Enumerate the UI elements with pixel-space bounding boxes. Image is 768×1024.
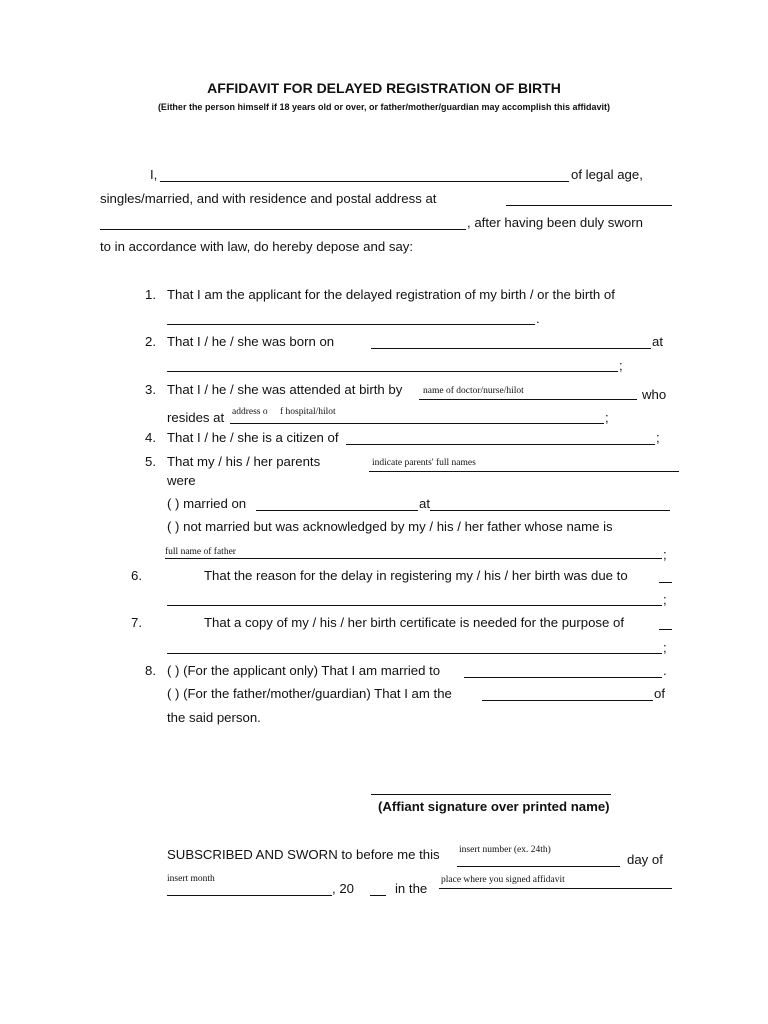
residence-text: singles/married, and with residence and postal address at (100, 191, 437, 206)
attendant-field[interactable] (419, 399, 637, 400)
item-3-semicolon: ; (605, 410, 609, 425)
item-3-number: 3. (145, 382, 156, 397)
father-name-hint: full name of father (165, 547, 236, 557)
item-6-semicolon: ; (663, 592, 667, 607)
item-3-text: That I / he / she was attended at birth by (167, 382, 403, 397)
relationship-field[interactable] (482, 700, 653, 701)
affiant-name-field[interactable] (160, 181, 569, 182)
item-8-period: . (663, 663, 667, 678)
place-hint: place where you signed affidavit (441, 875, 565, 885)
page-title: AFFIDAVIT FOR DELAYED REGISTRATION OF BIRTH (207, 80, 561, 96)
purpose-field-2[interactable] (167, 653, 662, 654)
legal-age-text: of legal age, (571, 167, 643, 182)
item-4-semicolon: ; (656, 430, 660, 445)
item-4-text: That I / he / she is a citizen of (167, 430, 339, 445)
applicant-option: ( ) (For the applicant only) That I am married to (167, 663, 441, 678)
delay-reason-field-2[interactable] (167, 605, 662, 606)
item-6-number: 6. (131, 568, 142, 583)
parents-hint: indicate parents' full names (372, 458, 476, 468)
item-2-number: 2. (145, 334, 156, 349)
address-hint-a: address o (232, 407, 268, 417)
day-of-text: day of (627, 852, 663, 867)
item-5-semicolon: ; (663, 547, 667, 562)
signature-line[interactable] (371, 794, 611, 795)
said-person-text: the said person. (167, 710, 261, 725)
page-subtitle: (Either the person himself if 18 years old or over, or father/mother/guardian may accomplish this affidavit) (157, 102, 611, 112)
citizenship-field[interactable] (346, 444, 655, 445)
spouse-field[interactable] (464, 677, 662, 678)
delay-reason-field-1[interactable] (659, 582, 672, 583)
day-number-field[interactable] (457, 866, 620, 867)
attendant-hint: name of doctor/nurse/hilot (423, 386, 524, 396)
item-7-semicolon: ; (663, 640, 667, 655)
item-3-resides: resides at (167, 410, 225, 425)
item-1-number: 1. (145, 287, 156, 302)
item-5-text: That my / his / her parents (167, 454, 321, 469)
item-2-at: at (652, 334, 663, 349)
item-8-number: 8. (145, 663, 156, 678)
not-married-option: ( ) not married but was acknowledged by my / his / her father whose name is (167, 519, 613, 534)
item-6-text: That the reason for the delay in registering my / his / her birth was due to (204, 568, 628, 583)
father-name-field[interactable] (165, 558, 662, 559)
item-2-semicolon: ; (619, 358, 623, 373)
birth-of-field[interactable] (167, 324, 535, 325)
item-1-text: That I am the applicant for the delayed registration of my birth / or the birth of (167, 287, 615, 302)
item-5-were: were (167, 473, 196, 488)
address-field-1[interactable] (506, 205, 672, 206)
parents-field[interactable] (369, 471, 679, 472)
parent-option: ( ) (For the father/mother/guardian) That I am the (167, 686, 452, 701)
item-7-number: 7. (131, 615, 142, 630)
item-7-text: That a copy of my / his / her birth certificate is needed for the purpose of (204, 615, 625, 630)
married-option: ( ) married on (167, 496, 247, 511)
month-field[interactable] (167, 895, 332, 896)
item-8-of: of (654, 686, 665, 701)
item-5-number: 5. (145, 454, 156, 469)
month-hint: insert month (167, 874, 215, 884)
jurat-text: SUBSCRIBED AND SWORN to before me this (167, 847, 440, 862)
depose-text: to in accordance with law, do hereby depose and say: (100, 239, 414, 254)
item-1-period: . (536, 311, 540, 326)
marriage-place-field[interactable] (430, 510, 670, 511)
birth-date-field[interactable] (371, 348, 651, 349)
address-field-2[interactable] (100, 229, 466, 230)
day-number-hint: insert number (ex. 24th) (459, 845, 551, 855)
item-3-who: who (642, 387, 667, 402)
item-2-text: That I / he / she was born on (167, 334, 335, 349)
place-field[interactable] (439, 888, 672, 889)
year-prefix: , 20 (332, 881, 354, 896)
sworn-text: , after having been duly sworn (467, 215, 643, 230)
address-hint-b: f hospital/hilot (280, 407, 336, 417)
marriage-date-field[interactable] (256, 510, 418, 511)
year-field[interactable] (370, 895, 386, 896)
in-the-text: in the (395, 881, 428, 896)
signature-label: (Affiant signature over printed name) (378, 799, 610, 814)
purpose-field-1[interactable] (659, 629, 672, 630)
married-at: at (419, 496, 430, 511)
attendant-address-field[interactable] (230, 423, 604, 424)
i-label: I, (150, 167, 158, 182)
item-4-number: 4. (145, 430, 156, 445)
birth-place-field[interactable] (167, 371, 618, 372)
